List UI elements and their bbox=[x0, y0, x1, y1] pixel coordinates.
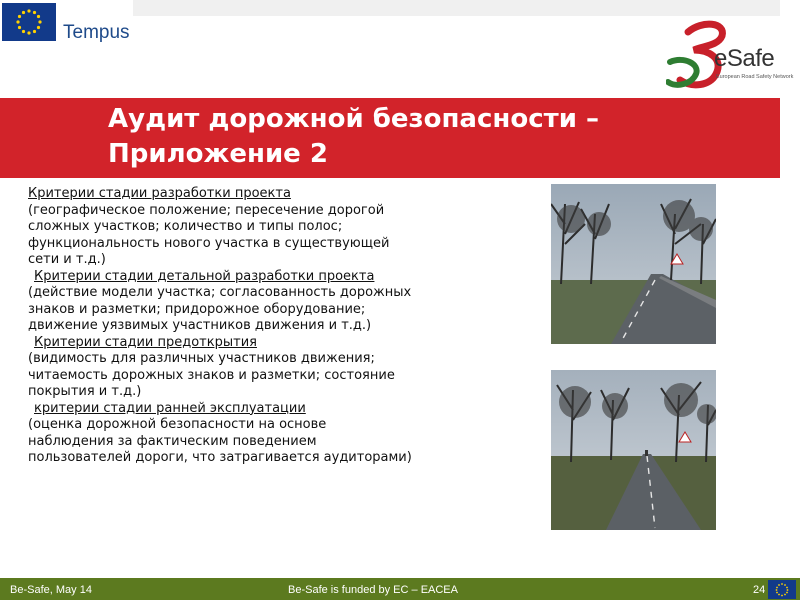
criteria-description: (оценка дорожной безопасности на основе наблюдения за фактическим поведением пользователей дороги, что затрагивается аудиторами) bbox=[28, 417, 412, 465]
road-photo bbox=[551, 184, 716, 344]
footer-funding: Be-Safe is funded by EC – EACEA bbox=[288, 584, 458, 596]
eu-flag-icon bbox=[768, 580, 796, 599]
esafe-wordmark: eSafe bbox=[714, 45, 775, 72]
criteria-list bbox=[28, 186, 413, 467]
criteria-description: (действие модели участка; согласованность дорожных знаков и разметки; придорожное оборудование; движение уязвимых участников движения и т.д.) bbox=[28, 285, 412, 333]
top-bar bbox=[133, 0, 780, 16]
criteria-heading: Критерии стадии предоткрытия bbox=[34, 334, 257, 350]
eu-flag-icon bbox=[2, 3, 56, 41]
slide-title: Аудит дорожной безопасности – Приложение 2 bbox=[108, 104, 599, 169]
road-photo bbox=[551, 370, 716, 530]
criteria-description: (видимость для различных участников движения; читаемость дорожных знаков и разметки; состояние покрытия и т.д.) bbox=[28, 351, 395, 399]
criteria-heading: Критерии стадии разработки проекта bbox=[28, 186, 291, 201]
tempus-wordmark: Tempus bbox=[63, 22, 130, 43]
tempus-logo bbox=[0, 0, 132, 50]
footer-date: Be-Safe, May 14 bbox=[10, 584, 92, 596]
criteria-heading: критерии стадии ранней эксплуатации bbox=[34, 400, 306, 416]
title-band-gap bbox=[780, 98, 800, 178]
criteria-description: (географическое положение; пересечение дорогой сложных участков; количество и типы полос; функциональность нового участка в существующей сети и т.д.) bbox=[28, 202, 390, 267]
page-number: 24 bbox=[753, 584, 766, 596]
criteria-heading: Критерии стадии детальной разработки проекта bbox=[34, 268, 375, 284]
esafe-tagline: European Road Safety Network bbox=[716, 74, 794, 80]
